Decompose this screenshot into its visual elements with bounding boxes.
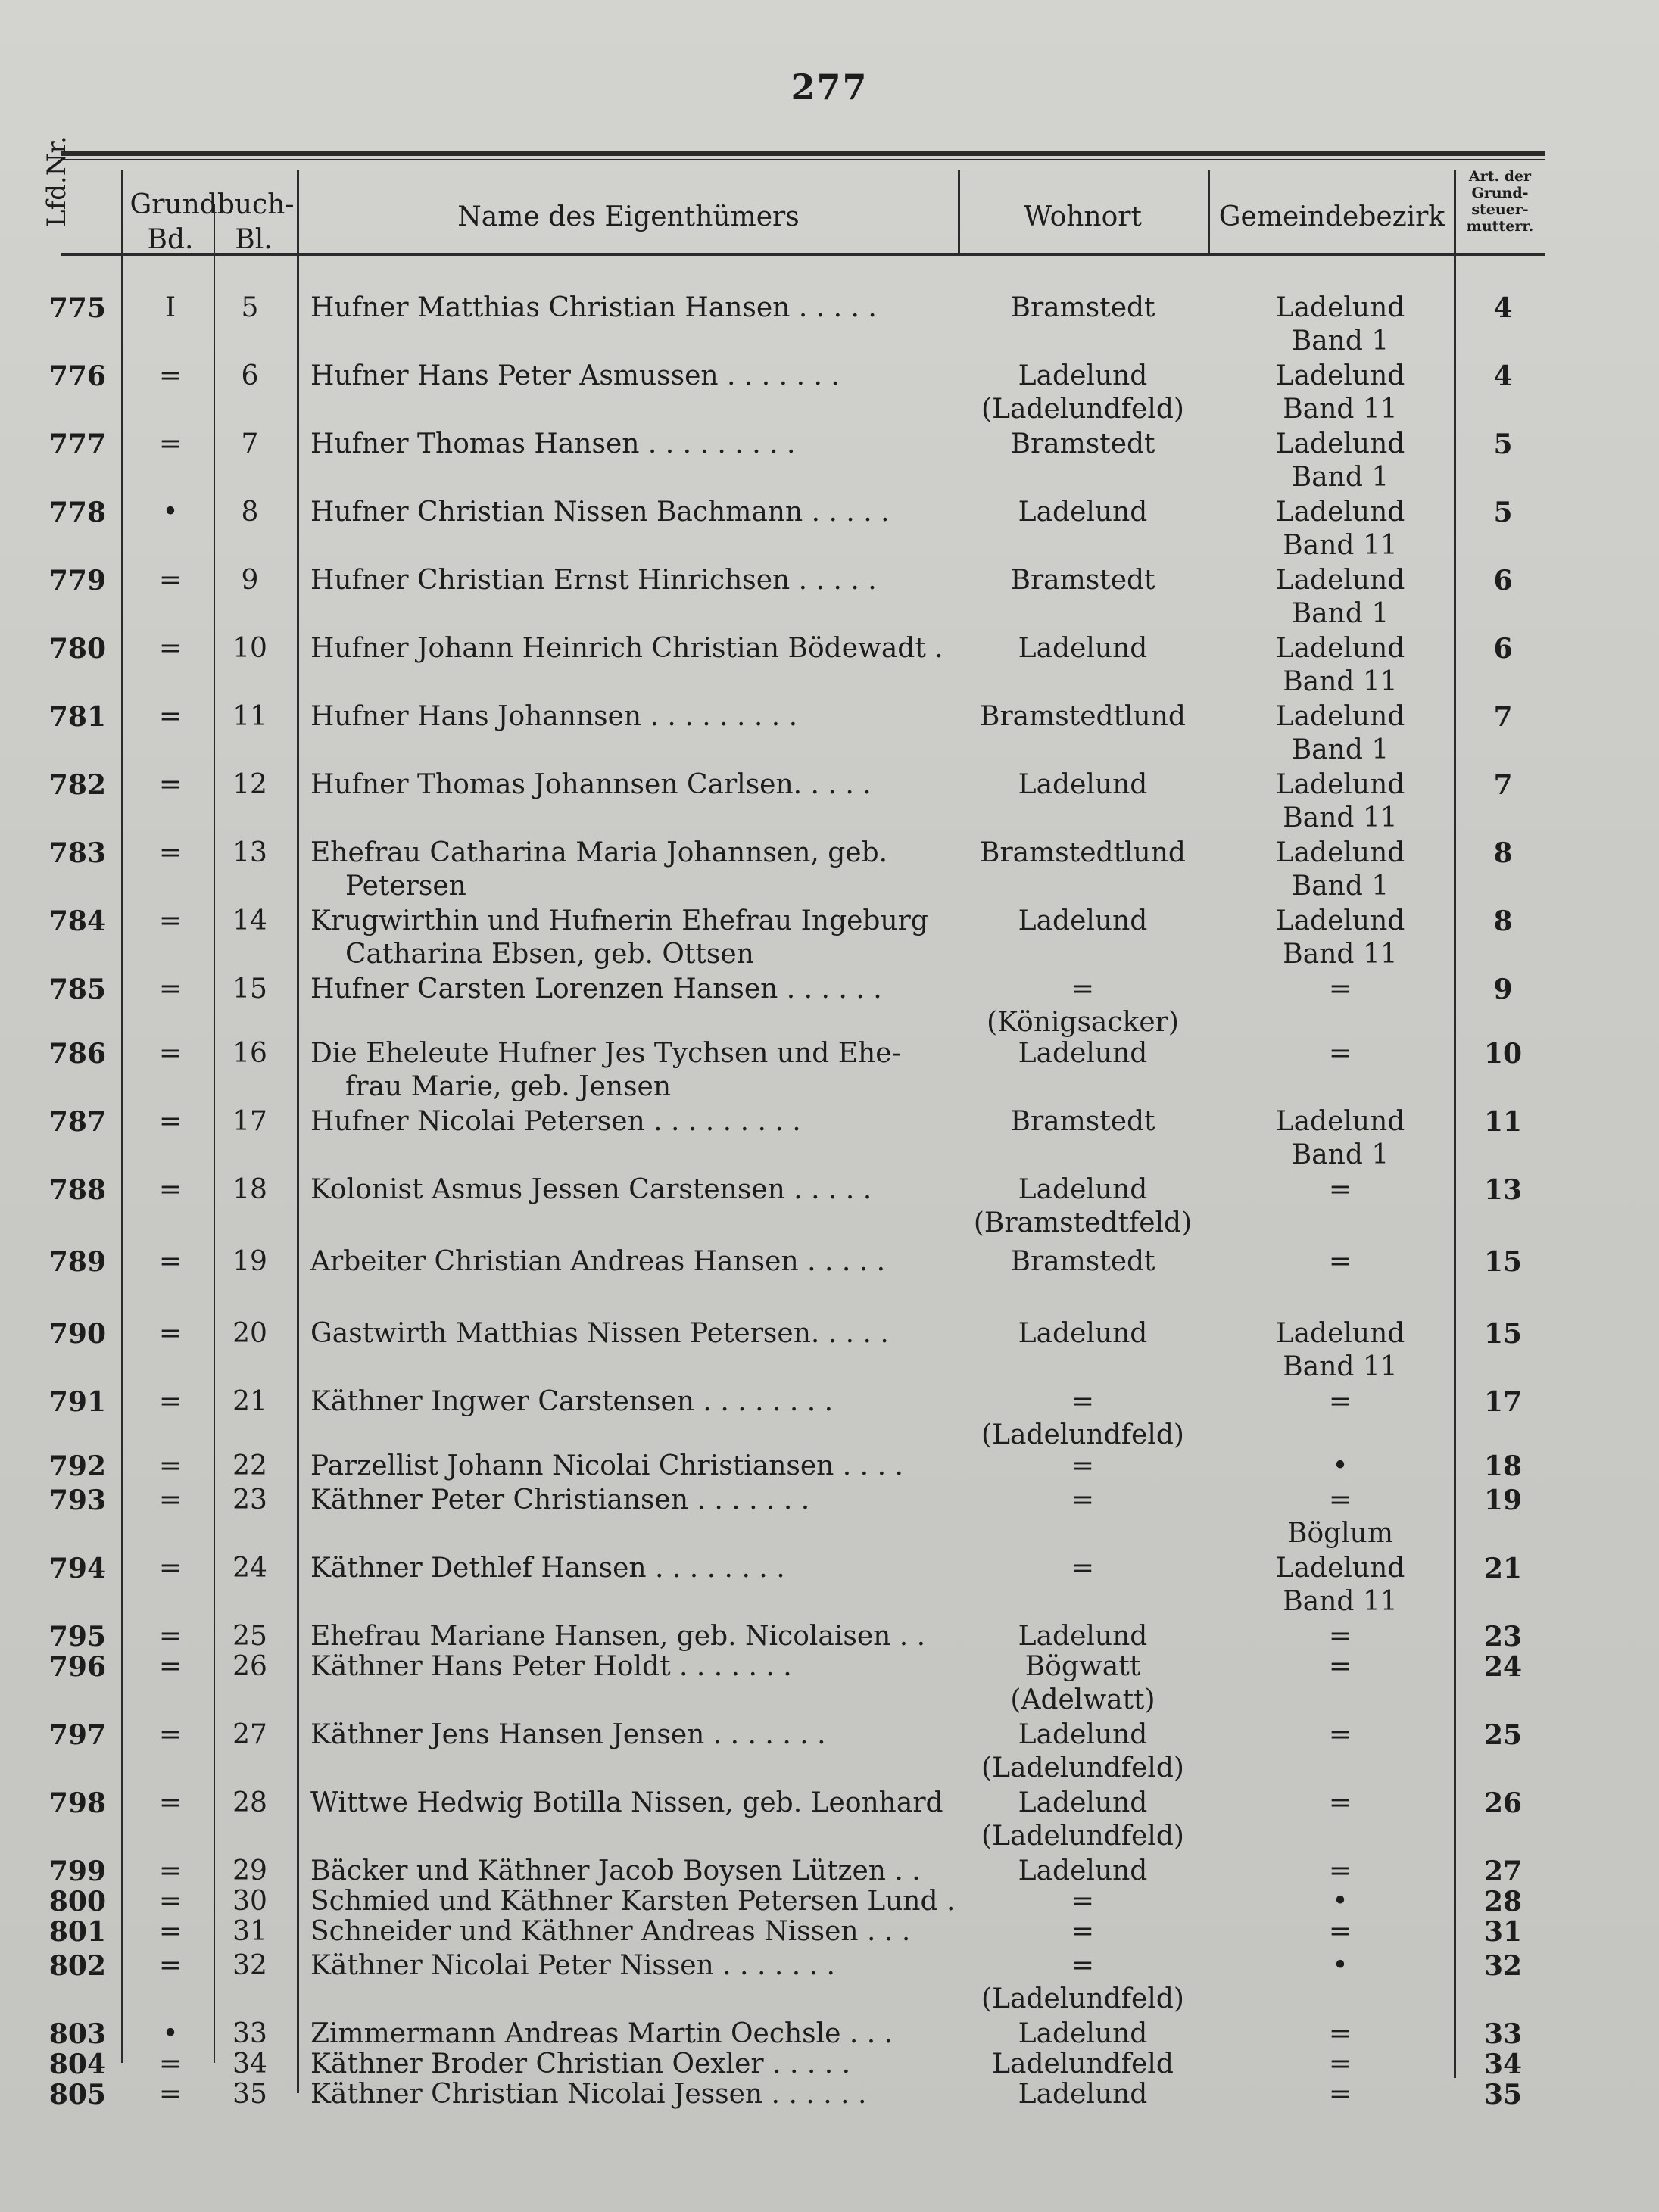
owner-name: Käthner Peter Christiansen . . . . . . . bbox=[310, 1485, 810, 1516]
row-band: = bbox=[158, 1651, 182, 1682]
residence: Ladelund bbox=[1018, 1855, 1148, 1886]
district-band: Band 11 bbox=[1283, 1586, 1398, 1617]
residence: Bramstedtlund bbox=[980, 701, 1186, 732]
row-band: = bbox=[158, 1450, 182, 1481]
residence: Ladelund bbox=[1018, 1787, 1148, 1818]
row-number: 777 bbox=[48, 428, 106, 460]
tax-article: 7 bbox=[1493, 769, 1513, 801]
tax-article: 4 bbox=[1493, 292, 1513, 324]
residence: Ladelund bbox=[1018, 497, 1148, 528]
owner-name: Ehefrau Catharina Maria Johannsen, geb. bbox=[310, 837, 888, 868]
tax-article: 25 bbox=[1483, 1719, 1523, 1751]
district: • bbox=[1332, 1950, 1349, 1981]
residence: Bramstedt bbox=[1010, 565, 1155, 596]
tax-article: 6 bbox=[1493, 633, 1513, 665]
row-band: = bbox=[158, 1787, 182, 1818]
district: • bbox=[1332, 1886, 1349, 1917]
tax-article: 4 bbox=[1493, 360, 1513, 392]
row-number: 776 bbox=[48, 360, 106, 392]
owner-name: Schmied und Käthner Karsten Petersen Lund . bbox=[310, 1886, 956, 1917]
row-number: 801 bbox=[48, 1916, 106, 1948]
tax-article: 8 bbox=[1493, 905, 1513, 937]
row-number: 796 bbox=[48, 1651, 106, 1683]
top-rule-thin bbox=[61, 159, 1545, 160]
row-blatt: 32 bbox=[232, 1950, 267, 1981]
residence: Ladelund bbox=[1018, 1318, 1148, 1349]
residence: = bbox=[1071, 974, 1095, 1005]
owner-name-cont: Catharina Ebsen, geb. Ottsen bbox=[345, 939, 754, 970]
residence: Bögwatt bbox=[1024, 1651, 1141, 1682]
row-blatt: 35 bbox=[232, 2079, 267, 2110]
residence-detail: (Ladelundfeld) bbox=[981, 394, 1184, 425]
owner-name: Käthner Ingwer Carstensen . . . . . . . . bbox=[310, 1386, 834, 1417]
tax-article: 32 bbox=[1483, 1950, 1523, 1982]
district-band: Böglum bbox=[1286, 1518, 1393, 1549]
residence: Ladelund bbox=[1018, 360, 1148, 391]
row-blatt: 20 bbox=[232, 1318, 267, 1349]
row-blatt: 14 bbox=[232, 905, 267, 936]
district: Ladelund bbox=[1275, 1553, 1405, 1584]
row-band: = bbox=[158, 565, 182, 596]
row-band: = bbox=[158, 1485, 182, 1516]
row-number: 788 bbox=[48, 1174, 106, 1206]
row-blatt: 6 bbox=[241, 360, 259, 391]
header-gemeindebezirk: Gemeindebezirk bbox=[1218, 201, 1445, 232]
col-divider bbox=[297, 170, 299, 2093]
tax-article: 9 bbox=[1493, 974, 1513, 1005]
row-number: 784 bbox=[48, 905, 106, 937]
tax-article: 17 bbox=[1483, 1386, 1523, 1418]
header-grundbuch: Grundbuch- bbox=[129, 189, 295, 220]
tax-article: 15 bbox=[1483, 1318, 1523, 1350]
row-band: = bbox=[158, 1886, 182, 1917]
district-band: Band 11 bbox=[1283, 802, 1398, 833]
residence: Ladelund bbox=[1018, 2079, 1148, 2110]
district: = bbox=[1328, 1174, 1352, 1205]
col-divider bbox=[1208, 170, 1210, 254]
owner-name: Wittwe Hedwig Botilla Nissen, geb. Leonhard bbox=[310, 1787, 943, 1818]
district-band: Band 1 bbox=[1291, 462, 1389, 493]
tax-article: 13 bbox=[1483, 1174, 1523, 1206]
residence: Bramstedt bbox=[1010, 292, 1155, 323]
owner-name: Hufner Christian Nissen Bachmann . . . . . bbox=[310, 497, 890, 528]
tax-article: 34 bbox=[1483, 2048, 1523, 2080]
residence-detail: (Königsacker) bbox=[987, 1007, 1179, 1038]
owner-name-cont: Petersen bbox=[345, 871, 466, 902]
page-number: 277 bbox=[791, 67, 868, 107]
district: = bbox=[1328, 2018, 1352, 2049]
header-bd: Bd. bbox=[147, 224, 194, 255]
residence: Ladelundfeld bbox=[992, 2048, 1174, 2080]
residence: Ladelund bbox=[1018, 1621, 1148, 1652]
row-number: 798 bbox=[48, 1787, 106, 1819]
row-band: = bbox=[158, 360, 182, 391]
row-number: 797 bbox=[48, 1719, 106, 1751]
col-divider bbox=[958, 170, 960, 254]
row-blatt: 7 bbox=[241, 428, 259, 460]
row-blatt: 10 bbox=[232, 633, 267, 664]
col-divider bbox=[214, 204, 215, 2063]
row-blatt: 11 bbox=[232, 701, 267, 732]
district: = bbox=[1328, 974, 1352, 1005]
residence: Ladelund bbox=[1018, 905, 1148, 936]
row-blatt: 33 bbox=[232, 2018, 267, 2049]
residence: Bramstedt bbox=[1010, 428, 1155, 460]
row-blatt: 28 bbox=[232, 1787, 267, 1818]
tax-article: 31 bbox=[1483, 1916, 1523, 1948]
tax-article: 10 bbox=[1483, 1038, 1523, 1070]
district: Ladelund bbox=[1275, 633, 1405, 664]
row-blatt: 23 bbox=[232, 1485, 267, 1516]
owner-name: Käthner Nicolai Peter Nissen . . . . . . . bbox=[310, 1950, 835, 1981]
residence: Bramstedt bbox=[1010, 1106, 1155, 1137]
owner-name: Gastwirth Matthias Nissen Petersen. . . . . bbox=[310, 1318, 889, 1349]
row-number: 781 bbox=[48, 701, 106, 733]
owner-name: Bäcker und Käthner Jacob Boysen Lützen . . bbox=[310, 1855, 921, 1886]
row-band: = bbox=[158, 1916, 182, 1947]
district-band: Band 1 bbox=[1291, 326, 1389, 357]
row-band: = bbox=[158, 1246, 182, 1277]
row-blatt: 24 bbox=[232, 1553, 267, 1584]
owner-name: Hufner Carsten Lorenzen Hansen . . . . . . bbox=[310, 974, 882, 1005]
tax-article: 35 bbox=[1483, 2079, 1523, 2111]
row-number: 783 bbox=[48, 837, 106, 869]
row-number: 792 bbox=[48, 1450, 106, 1482]
residence: Ladelund bbox=[1018, 769, 1148, 800]
district: = bbox=[1328, 1916, 1352, 1947]
row-band: = bbox=[158, 769, 182, 800]
row-band: I bbox=[164, 292, 176, 323]
row-number: 790 bbox=[48, 1318, 106, 1350]
row-number: 799 bbox=[48, 1855, 106, 1887]
row-band: = bbox=[158, 701, 182, 732]
row-band: = bbox=[158, 1855, 182, 1886]
header-lfd-nr: Lfd.Nr. bbox=[42, 136, 72, 227]
owner-name: Hufner Thomas Johannsen Carlsen. . . . . bbox=[310, 769, 872, 800]
row-band: = bbox=[158, 1553, 182, 1584]
tax-article: 5 bbox=[1493, 497, 1513, 528]
row-blatt: 9 bbox=[241, 565, 259, 596]
tax-article: 23 bbox=[1483, 1621, 1523, 1653]
owner-name: Zimmermann Andreas Martin Oechsle . . . bbox=[310, 2018, 893, 2049]
district-band: Band 1 bbox=[1291, 598, 1389, 629]
owner-name: Hufner Matthias Christian Hansen . . . . . bbox=[310, 292, 877, 323]
row-number: 789 bbox=[48, 1246, 106, 1278]
owner-name-cont: frau Marie, geb. Jensen bbox=[345, 1071, 672, 1102]
owner-name: Käthner Broder Christian Oexler . . . . . bbox=[310, 2048, 851, 2080]
residence: = bbox=[1071, 1450, 1095, 1481]
tax-article: 7 bbox=[1493, 701, 1513, 733]
row-blatt: 8 bbox=[241, 497, 259, 528]
row-number: 779 bbox=[48, 565, 106, 597]
district-band: Band 11 bbox=[1283, 666, 1398, 697]
row-number: 780 bbox=[48, 633, 106, 665]
row-blatt: 29 bbox=[232, 1855, 267, 1886]
tax-article: 28 bbox=[1483, 1886, 1523, 1918]
district: Ladelund bbox=[1275, 292, 1405, 323]
row-blatt: 17 bbox=[232, 1106, 267, 1137]
district: = bbox=[1328, 1787, 1352, 1818]
tax-article: 11 bbox=[1483, 1106, 1523, 1138]
residence-detail: (Adelwatt) bbox=[1010, 1684, 1155, 1715]
row-number: 785 bbox=[48, 974, 106, 1005]
row-number: 778 bbox=[48, 497, 106, 528]
row-blatt: 25 bbox=[232, 1621, 267, 1652]
tax-article: 15 bbox=[1483, 1246, 1523, 1278]
district: = bbox=[1328, 1719, 1352, 1750]
owner-name: Krugwirthin und Hufnerin Ehefrau Ingeburg bbox=[310, 905, 928, 936]
tax-article: 21 bbox=[1483, 1553, 1523, 1584]
owner-name: Hufner Hans Peter Asmussen . . . . . . . bbox=[310, 360, 840, 391]
row-blatt: 19 bbox=[232, 1246, 267, 1277]
col-divider bbox=[121, 170, 123, 2063]
row-number: 782 bbox=[48, 769, 106, 801]
row-blatt: 5 bbox=[241, 292, 259, 323]
row-number: 791 bbox=[48, 1386, 106, 1418]
owner-name: Hufner Hans Johannsen . . . . . . . . . bbox=[310, 701, 798, 732]
district-band: Band 1 bbox=[1291, 1139, 1389, 1170]
row-band: = bbox=[158, 1318, 182, 1349]
row-number: 804 bbox=[48, 2048, 106, 2080]
row-number: 786 bbox=[48, 1038, 106, 1070]
row-band: = bbox=[158, 1038, 182, 1069]
row-blatt: 26 bbox=[232, 1651, 267, 1682]
district: Ladelund bbox=[1275, 1318, 1405, 1349]
residence: = bbox=[1071, 1916, 1095, 1947]
residence: = bbox=[1071, 1553, 1095, 1584]
district: Ladelund bbox=[1275, 1106, 1405, 1137]
district: = bbox=[1328, 1038, 1352, 1069]
row-number: 795 bbox=[48, 1621, 106, 1653]
owner-name: Käthner Jens Hansen Jensen . . . . . . . bbox=[310, 1719, 826, 1750]
residence-detail: (Ladelundfeld) bbox=[981, 1419, 1184, 1450]
residence: Bramstedtlund bbox=[980, 837, 1186, 868]
residence: Ladelund bbox=[1018, 633, 1148, 664]
district-band: Band 1 bbox=[1291, 871, 1389, 902]
row-number: 793 bbox=[48, 1485, 106, 1516]
row-blatt: 34 bbox=[232, 2048, 267, 2080]
tax-article: 27 bbox=[1483, 1855, 1523, 1887]
residence: Ladelund bbox=[1018, 1174, 1148, 1205]
district-band: Band 11 bbox=[1283, 530, 1398, 561]
row-number: 803 bbox=[48, 2018, 106, 2050]
owner-name: Käthner Hans Peter Holdt . . . . . . . bbox=[310, 1651, 792, 1682]
row-blatt: 22 bbox=[232, 1450, 267, 1481]
row-band: = bbox=[158, 1106, 182, 1137]
district: = bbox=[1328, 2079, 1352, 2110]
row-band: = bbox=[158, 428, 182, 460]
residence-detail: (Ladelundfeld) bbox=[981, 1821, 1184, 1852]
district-band: Band 11 bbox=[1283, 394, 1398, 425]
row-blatt: 18 bbox=[232, 1174, 267, 1205]
row-band: = bbox=[158, 974, 182, 1005]
district: Ladelund bbox=[1275, 428, 1405, 460]
owner-name: Die Eheleute Hufner Jes Tychsen und Ehe- bbox=[310, 1038, 901, 1069]
row-band: = bbox=[158, 633, 182, 664]
row-blatt: 15 bbox=[232, 974, 267, 1005]
residence: = bbox=[1071, 1886, 1095, 1917]
residence: = bbox=[1071, 1485, 1095, 1516]
residence: = bbox=[1071, 1386, 1095, 1417]
district: = bbox=[1328, 1386, 1352, 1417]
district-band: Band 11 bbox=[1283, 939, 1398, 970]
row-number: 787 bbox=[48, 1106, 106, 1138]
row-band: = bbox=[158, 1621, 182, 1652]
tax-article: 24 bbox=[1483, 1651, 1523, 1683]
residence: = bbox=[1071, 1950, 1095, 1981]
district: Ladelund bbox=[1275, 497, 1405, 528]
district: Ladelund bbox=[1275, 769, 1405, 800]
row-band: • bbox=[162, 2018, 179, 2049]
header-art: Art. der Grund-steuer-mutterr. bbox=[1466, 168, 1534, 235]
district: • bbox=[1332, 1450, 1349, 1481]
top-rule bbox=[61, 151, 1545, 156]
district: = bbox=[1328, 1621, 1352, 1652]
tax-article: 18 bbox=[1483, 1450, 1523, 1482]
row-number: 805 bbox=[48, 2079, 106, 2111]
row-blatt: 27 bbox=[232, 1719, 267, 1750]
tax-article: 6 bbox=[1493, 565, 1513, 597]
col-divider bbox=[1454, 170, 1456, 2078]
district: = bbox=[1328, 1651, 1352, 1682]
district: = bbox=[1328, 1485, 1352, 1516]
row-band: = bbox=[158, 1719, 182, 1750]
district: = bbox=[1328, 1855, 1352, 1886]
row-band: = bbox=[158, 1174, 182, 1205]
row-number: 800 bbox=[48, 1886, 106, 1918]
district-band: Band 1 bbox=[1291, 734, 1389, 765]
residence: Bramstedt bbox=[1010, 1246, 1155, 1277]
row-blatt: 31 bbox=[232, 1916, 267, 1947]
owner-name: Ehefrau Mariane Hansen, geb. Nicolaisen . . bbox=[310, 1621, 926, 1652]
district: Ladelund bbox=[1275, 565, 1405, 596]
district: Ladelund bbox=[1275, 701, 1405, 732]
owner-name: Käthner Christian Nicolai Jessen . . . . . . bbox=[310, 2079, 867, 2110]
tax-article: 26 bbox=[1483, 1787, 1523, 1819]
row-band: • bbox=[162, 497, 179, 528]
tax-article: 5 bbox=[1493, 428, 1513, 460]
row-band: = bbox=[158, 1386, 182, 1417]
residence: Ladelund bbox=[1018, 2018, 1148, 2049]
header-wohnort: Wohnort bbox=[1024, 201, 1142, 232]
row-band: = bbox=[158, 837, 182, 868]
district: = bbox=[1328, 2048, 1352, 2080]
tax-article: 33 bbox=[1483, 2018, 1523, 2050]
residence: Ladelund bbox=[1018, 1719, 1148, 1750]
district: Ladelund bbox=[1275, 360, 1405, 391]
residence-detail: (Ladelundfeld) bbox=[981, 1752, 1184, 1784]
owner-name: Hufner Nicolai Petersen . . . . . . . . . bbox=[310, 1106, 801, 1137]
owner-name: Arbeiter Christian Andreas Hansen . . . . . bbox=[310, 1246, 886, 1277]
row-band: = bbox=[158, 2079, 182, 2110]
tax-article: 19 bbox=[1483, 1485, 1523, 1516]
owner-name: Käthner Dethlef Hansen . . . . . . . . bbox=[310, 1553, 785, 1584]
row-number: 794 bbox=[48, 1553, 106, 1584]
row-band: = bbox=[158, 2048, 182, 2080]
owner-name: Hufner Thomas Hansen . . . . . . . . . bbox=[310, 428, 796, 460]
owner-name: Hufner Christian Ernst Hinrichsen . . . . . bbox=[310, 565, 877, 596]
header-name: Name des Eigenthümers bbox=[457, 201, 800, 232]
residence-detail: (Ladelundfeld) bbox=[981, 1983, 1184, 2014]
row-band: = bbox=[158, 1950, 182, 1981]
row-blatt: 30 bbox=[232, 1886, 267, 1917]
owner-name: Kolonist Asmus Jessen Carstensen . . . . . bbox=[310, 1174, 872, 1205]
owner-name: Hufner Johann Heinrich Christian Bödewadt . bbox=[310, 633, 943, 664]
row-band: = bbox=[158, 905, 182, 936]
row-number: 775 bbox=[48, 292, 106, 324]
header-bl: Bl. bbox=[235, 224, 273, 255]
residence: Ladelund bbox=[1018, 1038, 1148, 1069]
row-blatt: 13 bbox=[232, 837, 267, 868]
row-number: 802 bbox=[48, 1950, 106, 1982]
district: Ladelund bbox=[1275, 837, 1405, 868]
owner-name: Schneider und Käthner Andreas Nissen . . . bbox=[310, 1916, 911, 1947]
row-blatt: 21 bbox=[232, 1386, 267, 1417]
district-band: Band 11 bbox=[1283, 1351, 1398, 1382]
tax-article: 8 bbox=[1493, 837, 1513, 869]
row-blatt: 16 bbox=[232, 1038, 267, 1069]
district: Ladelund bbox=[1275, 905, 1405, 936]
residence-detail: (Bramstedtfeld) bbox=[973, 1207, 1193, 1238]
district: = bbox=[1328, 1246, 1352, 1277]
row-blatt: 12 bbox=[232, 769, 267, 800]
owner-name: Parzellist Johann Nicolai Christiansen . . . . bbox=[310, 1450, 903, 1481]
